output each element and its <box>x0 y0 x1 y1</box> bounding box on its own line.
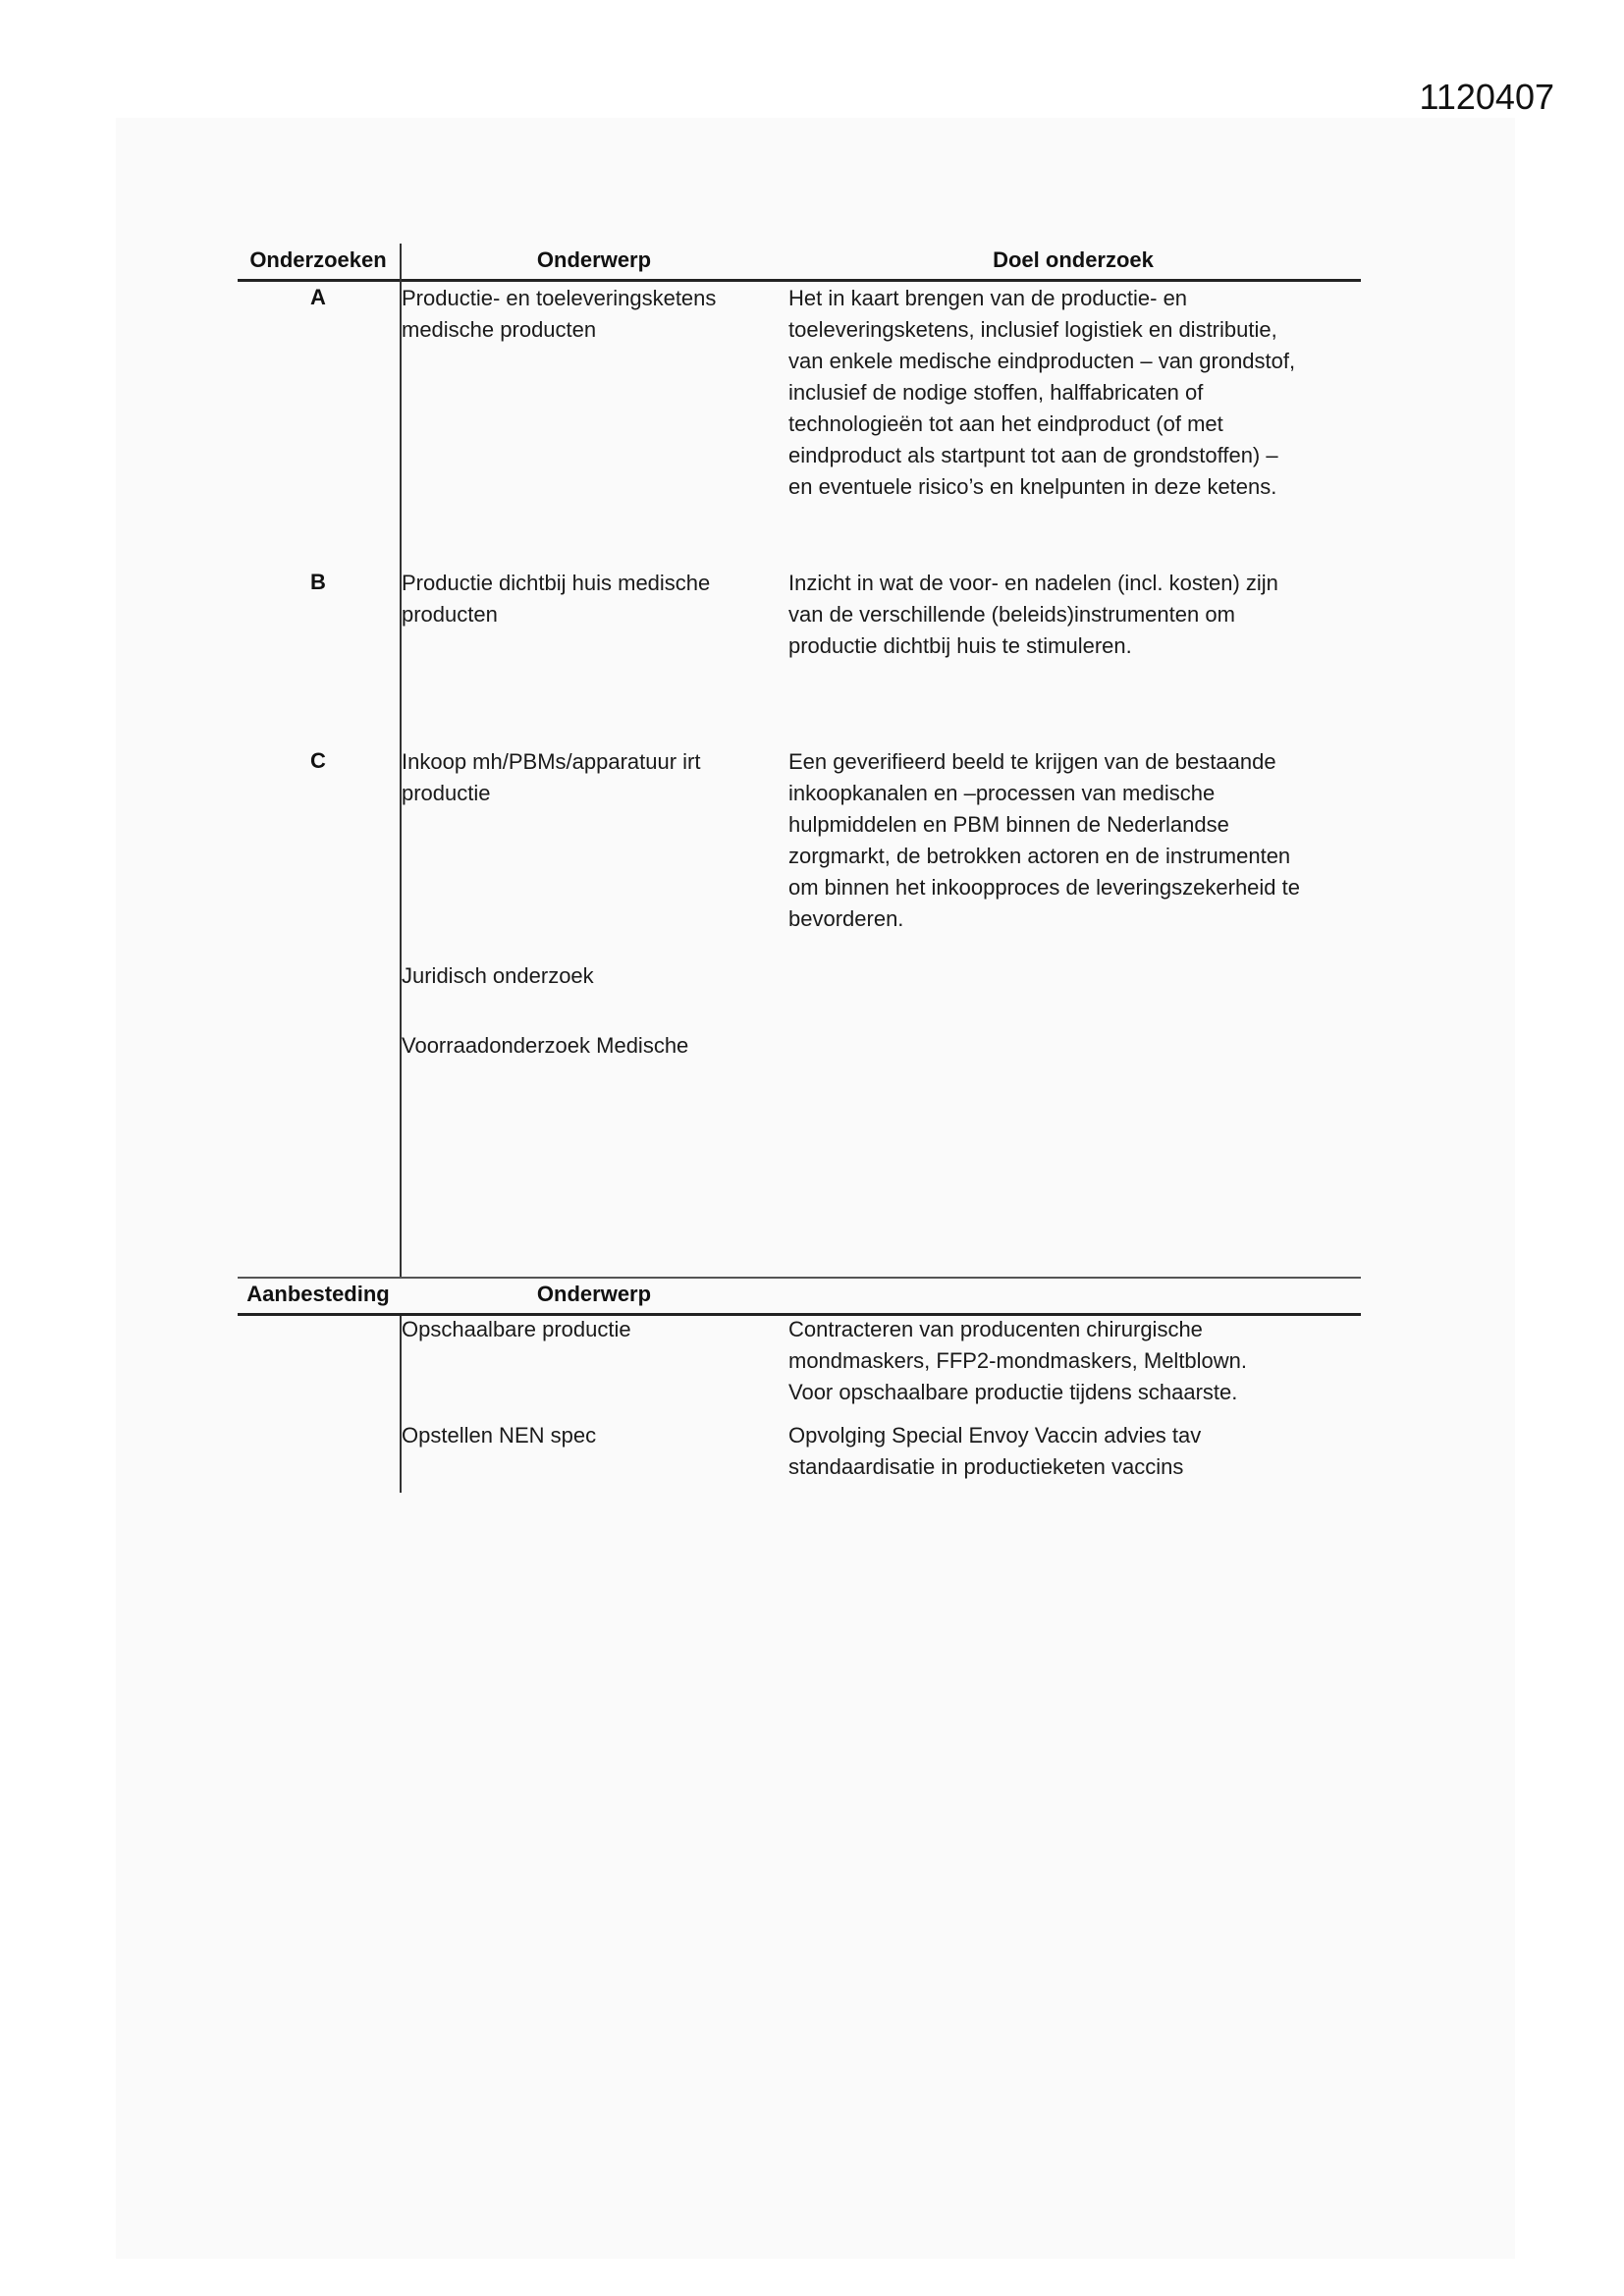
row-doel: Contracteren van producenten chirurgische mondmaskers, FFP2-mondmaskers, Meltblown. Voor opschaalbare productie tijdens schaarste. <box>788 1317 1248 1404</box>
row-id: B <box>310 570 326 594</box>
row-id: C <box>310 748 326 773</box>
row-onderwerp: Opstellen NEN spec <box>402 1423 597 1448</box>
header-aanbesteding: Aanbesteding <box>246 1282 390 1306</box>
row-id: A <box>310 285 326 309</box>
document-number: 1120407 <box>1419 77 1554 117</box>
header-onderwerp: Onderwerp <box>536 1282 652 1306</box>
row-doel: Het in kaart brengen van de productie- en toeleveringsketens, inclusief logistiek en distributie, van enkele medische eindproducten – van grondstof, inclusief de nodige stoffen, halffabricaten of technologieën tot aan het eindproduct (of met eindproduct als startpunt tot aan de grondstoffen) – en eventuele risico’s en knelpunten in deze ketens. <box>788 286 1296 499</box>
header-onderwerp: Onderwerp <box>536 247 652 272</box>
row-onderwerp: Inkoop mh/PBMs/apparatuur irt productie <box>402 749 701 805</box>
extra-item: Juridisch onderzoek <box>402 963 594 988</box>
extra-item: Voorraadonderzoek Medische <box>402 1033 689 1058</box>
header-rule <box>238 279 1361 282</box>
header-doel-onderzoek: Doel onderzoek <box>993 247 1154 272</box>
row-doel: Een geverifieerd beeld te krijgen van de bestaande inkoopkanalen en –processen van medische hulpmiddelen en PBM binnen de Nederlandse zorgmarkt, de betrokken actoren en de instrumenten om binnen het inkoopproces de leveringszekerheid te bevorderen. <box>788 749 1300 931</box>
row-onderwerp: Opschaalbare productie <box>402 1317 631 1341</box>
row-onderwerp: Productie- en toeleveringsketens medische producten <box>402 286 717 342</box>
section-top-rule <box>238 1277 1361 1279</box>
row-doel: Inzicht in wat de voor- en nadelen (incl. kosten) zijn van de verschillende (beleids)instrumenten om productie dichtbij huis te stimuleren. <box>788 571 1278 658</box>
header-onderzoeken: Onderzoeken <box>249 247 387 272</box>
row-doel: Opvolging Special Envoy Vaccin advies tav standaardisatie in productieketen vaccins <box>788 1423 1202 1479</box>
row-onderwerp: Productie dichtbij huis medische producten <box>402 571 711 627</box>
